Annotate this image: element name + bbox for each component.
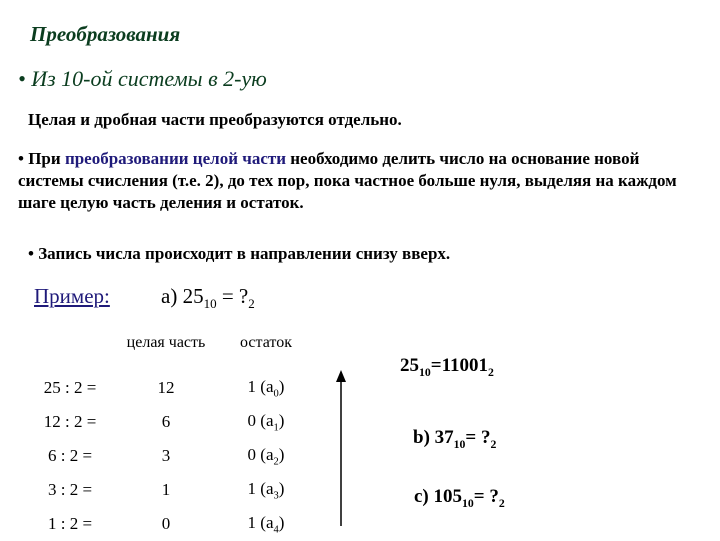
result-answer: $25_{10}=11001_2$ <box>400 355 494 379</box>
example-label: Пример: <box>34 284 110 308</box>
exercise-b: b) $37_{10}=$ $?_2$ <box>413 427 497 451</box>
slide-title: Преобразования <box>30 22 181 46</box>
paragraph-rule <box>18 148 708 214</box>
rule-suffix: необходимо делить число на основание новой системы счисления (т.е. 2), до тех пор, пока частное больше нуля, выделяя на каждом шаге целую часть деления и остаток. <box>18 149 677 212</box>
row-remainder: 1 $(a_0)$ <box>247 376 285 400</box>
table-row <box>18 439 322 473</box>
row-remainder: 1 $(a_3)$ <box>247 478 285 502</box>
table-header-row <box>18 315 322 371</box>
row-expr: 6 : 2 = <box>47 446 93 465</box>
arrow-up-icon <box>329 370 353 526</box>
rule-prefix: • При <box>18 149 65 168</box>
paragraph-record-direction: • Запись числа происходит в направлении снизу вверх. <box>28 244 451 263</box>
header-quotient: целая часть <box>126 334 206 351</box>
table-row <box>18 405 322 439</box>
example-task <box>161 284 255 312</box>
row-remainder: 0 $(a_2)$ <box>247 444 285 468</box>
row-quotient: 1 <box>161 480 171 499</box>
row-expr: 3 : 2 = <box>47 480 93 499</box>
paragraph-parts: Целая и дробная части преобразуются отдельно. <box>28 110 402 129</box>
row-expr: 25 : 2 = <box>43 378 97 397</box>
task-base-to: 2 <box>248 296 255 312</box>
header-expr <box>18 315 122 371</box>
row-expr: 12 : 2 = <box>43 412 97 431</box>
row-quotient: 6 <box>161 412 171 431</box>
exercise-c: c) $105_{10}=$ $?_2$ <box>414 486 505 510</box>
table-row <box>18 371 322 405</box>
row-expr: 1 : 2 = <box>47 514 93 533</box>
row-remainder: 1 $(a_4)$ <box>247 512 285 536</box>
task-prefix: а) 25 <box>161 284 204 308</box>
row-quotient: 0 <box>161 514 171 533</box>
section-heading: • Из 10-ой системы в 2-ую <box>18 66 267 91</box>
table-row <box>18 473 322 507</box>
task-base-from: 10 <box>203 296 217 312</box>
division-table <box>18 315 322 541</box>
task-middle: = ? <box>216 284 249 308</box>
rule-highlight: преобразовании целой части <box>64 149 287 168</box>
table-row <box>18 507 322 541</box>
row-quotient: 3 <box>161 446 171 465</box>
row-quotient: 12 <box>157 378 175 397</box>
row-remainder: 0 $(a_1)$ <box>247 410 285 434</box>
header-remainder: остаток <box>240 334 292 351</box>
